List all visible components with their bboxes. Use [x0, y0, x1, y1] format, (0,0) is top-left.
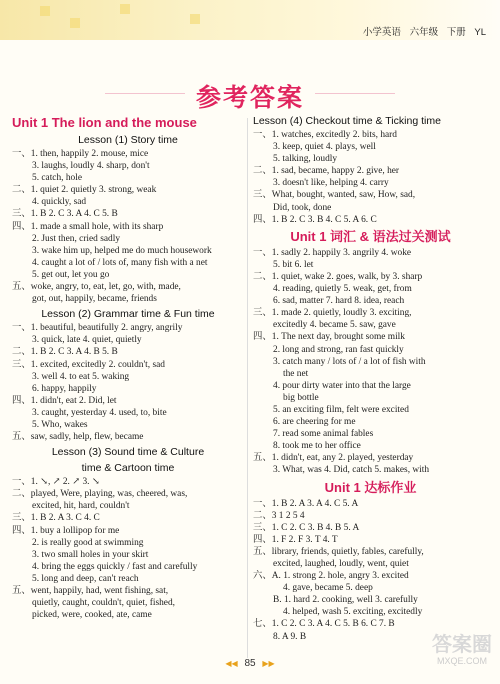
- answer-line: 2. is really good at swimming: [32, 537, 144, 548]
- answer-line: 6. are cheering for me: [273, 417, 356, 428]
- answer-line: 二、1. quiet, wake 2. goes, walk, by 3. sharp: [253, 271, 423, 282]
- answer-line: 二、3 1 2 5 4: [253, 510, 305, 521]
- answer-line: 6. sad, matter 7. hard 8. idea, reach: [273, 296, 405, 307]
- answer-line: 5. catch, hole: [32, 173, 82, 184]
- answer-line: 4. bring the eggs quickly / fast and carefully: [32, 561, 198, 572]
- answer-line: 三、1. made 2. quietly, loudly 3. exciting,: [253, 308, 412, 319]
- answer-line: 二、1. sad, became, happy 2. give, her: [253, 166, 400, 177]
- page-title-wrap: [0, 78, 500, 114]
- answer-line: 4. caught a lot of / lots of, many fish with a net: [32, 257, 208, 268]
- answer-line: 五、saw, sadly, help, flew, became: [12, 432, 144, 443]
- answer-line: 五、went, happily, had, went fishing, sat,: [12, 586, 169, 596]
- answer-line: 一、1. ↘, ↗ 2. ↗ 3. ↘: [12, 477, 100, 488]
- answer-line: 4. reading, quietly 5. weak, get, from: [273, 284, 412, 295]
- page-number: 85: [244, 658, 256, 669]
- answer-line: 3. two small holes in your skirt: [32, 549, 149, 560]
- lesson-heading: Lesson (4) Checkout time & Ticking time: [253, 115, 441, 127]
- decor-square: [190, 14, 200, 24]
- watermark-logo: [432, 632, 492, 676]
- answer-line: 5. an exciting film, felt were excited: [273, 404, 409, 415]
- answer-line: 3. keep, quiet 4. plays, well: [273, 142, 376, 153]
- page-title: 参考答案: [196, 78, 304, 114]
- answer-line: 四、1. buy a lollipop for me: [12, 525, 120, 536]
- decor-square: [40, 6, 50, 16]
- term-label: 下册: [446, 27, 466, 38]
- answer-line: 3. What, was 4. Did, catch 5. makes, with: [273, 465, 430, 476]
- answer-line: 5. Who, wakes: [32, 419, 88, 430]
- answer-line: 一、1. then, happily 2. mouse, mice: [12, 149, 149, 159]
- answer-line: 三、1. B 2. A 3. C 4. C: [12, 513, 100, 524]
- unit-heading: Unit 1 The lion and the mouse: [12, 115, 197, 130]
- answer-line: 六、A. 1. strong 2. hole, angry 3. excited: [253, 571, 409, 582]
- answer-line: 三、1. excited, excitedly 2. couldn't, sad: [12, 359, 165, 370]
- answer-line: 3. catch many / lots of / a lot of fish with: [273, 356, 426, 367]
- answer-line: 3. laughs, loudly 4. sharp, don't: [32, 161, 150, 172]
- answer-line: 7. read some animal fables: [273, 429, 374, 440]
- answer-line: 5. long and deep, can't reach: [32, 573, 139, 584]
- answer-line: 五、woke, angry, to, eat, let, go, with, made,: [12, 282, 181, 293]
- page-footer: [0, 658, 500, 669]
- answer-line: 四、1. F 2. F 3. T 4. T: [253, 534, 338, 545]
- lesson-heading: time & Cartoon time: [81, 462, 175, 475]
- column-divider: [247, 118, 248, 658]
- left-column: [12, 112, 244, 621]
- answer-line: B. 1. hard 2. cooking, well 3. carefully: [273, 595, 418, 606]
- answer-line: 5. bit 6. let: [273, 259, 314, 270]
- grade-label: 六年级: [409, 27, 439, 38]
- answer-line: 4. helped, wash 5. exciting, excitedly: [283, 607, 423, 618]
- answer-line: 七、1. C 2. C 3. A 4. C 5. B 6. C 7. B: [253, 619, 395, 630]
- answer-line: 四、1. didn't, eat 2. Did, let: [12, 395, 117, 406]
- lesson-heading: Lesson (2) Grammar time & Fun time: [41, 308, 215, 321]
- watermark-bottom: MXQE.COM: [436, 656, 487, 666]
- unit-heading: Unit 1 达标作业: [324, 479, 417, 495]
- lesson-heading: Lesson (1) Story time: [78, 134, 178, 146]
- subject-label: 小学英语: [362, 27, 401, 38]
- answer-line: 一、1. B 2. A 3. A 4. C 5. A: [253, 498, 359, 509]
- answer-line: 三、1. C 2. C 3. B 4. B 5. A: [253, 522, 360, 533]
- answer-line: 3. well 4. to eat 5. waking: [32, 371, 130, 382]
- next-page-icon: ▶▶: [262, 659, 275, 668]
- answer-line: 一、1. beautiful, beautifully 2. angry, angrily: [12, 323, 183, 334]
- decor-square: [120, 4, 130, 14]
- answer-line: 4. gave, became 5. deep: [283, 583, 373, 594]
- answer-line: 3. wake him up, helped me do much housework: [32, 245, 212, 256]
- answer-line: 五、library, friends, quietly, fables, carefully,: [253, 546, 424, 557]
- lesson-heading: Lesson (3) Sound time & Culture: [51, 446, 205, 459]
- answer-line: 2. Just then, cried sadly: [32, 233, 121, 244]
- answer-line: 3. doesn't like, helping 4. carry: [273, 178, 389, 189]
- answer-line: excitedly 4. became 5. saw, gave: [273, 320, 396, 331]
- answer-line: 5. talking, loudly: [273, 154, 338, 165]
- answer-line: 2. long and strong, ran fast quickly: [273, 344, 404, 355]
- answer-line: 四、1. made a small hole, with its sharp: [12, 221, 164, 232]
- answer-line: 一、1. watches, excitedly 2. bits, hard: [253, 130, 397, 140]
- edition-label: YL: [474, 27, 486, 38]
- answer-line: 4. pour dirty water into that the large: [273, 380, 411, 391]
- answer-line: 一、1. sadly 2. happily 3. angrily 4. woke: [253, 247, 412, 258]
- answer-line: excited, hit, hard, couldn't: [32, 501, 130, 512]
- answer-line: the net: [283, 368, 309, 379]
- answer-line: 四、1. The next day, brought some milk: [253, 332, 405, 343]
- answer-line: 二、played, Were, playing, was, cheered, was,: [12, 489, 188, 500]
- right-column: [253, 112, 488, 643]
- unit-heading: Unit 1 词汇 & 语法过关测试: [290, 228, 451, 244]
- answer-line: 3. quick, late 4. quiet, quietly: [32, 335, 142, 346]
- answer-line: quietly, caught, couldn't, quiet, fished,: [32, 598, 175, 609]
- answer-line: 8. took me to her office: [273, 441, 361, 452]
- answer-line: 4. quickly, sad: [32, 197, 87, 208]
- answer-line: got, out, happily, became, friends: [32, 294, 157, 305]
- answer-line: Did, took, done: [273, 202, 332, 213]
- answer-line: 四、1. B 2. C 3. B 4. C 5. A 6. C: [253, 214, 377, 225]
- answer-line: picked, were, cooked, ate, came: [32, 610, 152, 621]
- answer-line: excited, laughed, loudly, went, quiet: [273, 559, 409, 569]
- decor-square: [70, 18, 80, 28]
- answer-line: 五、1. didn't, eat, any 2. played, yesterday: [253, 453, 414, 464]
- answer-line: 5. get out, let you go: [32, 269, 110, 280]
- watermark-top: 答案圈: [432, 632, 492, 656]
- answer-line: 二、1. quiet 2. quietly 3. strong, weak: [12, 185, 157, 196]
- answer-line: 三、What, bought, wanted, saw, How, sad,: [253, 190, 416, 201]
- prev-page-icon: ◀◀: [225, 659, 238, 668]
- page-header: [357, 24, 486, 38]
- answer-line: 6. happy, happily: [32, 383, 97, 394]
- answer-line: 3. caught, yesterday 4. used, to, bite: [32, 407, 167, 418]
- answer-line: 8. A 9. B: [273, 631, 307, 642]
- answer-line: big bottle: [283, 392, 319, 403]
- answer-line: 二、1. B 2. C 3. A 4. B 5. B: [12, 347, 118, 358]
- answer-line: 三、1. B 2. C 3. A 4. C 5. B: [12, 209, 118, 220]
